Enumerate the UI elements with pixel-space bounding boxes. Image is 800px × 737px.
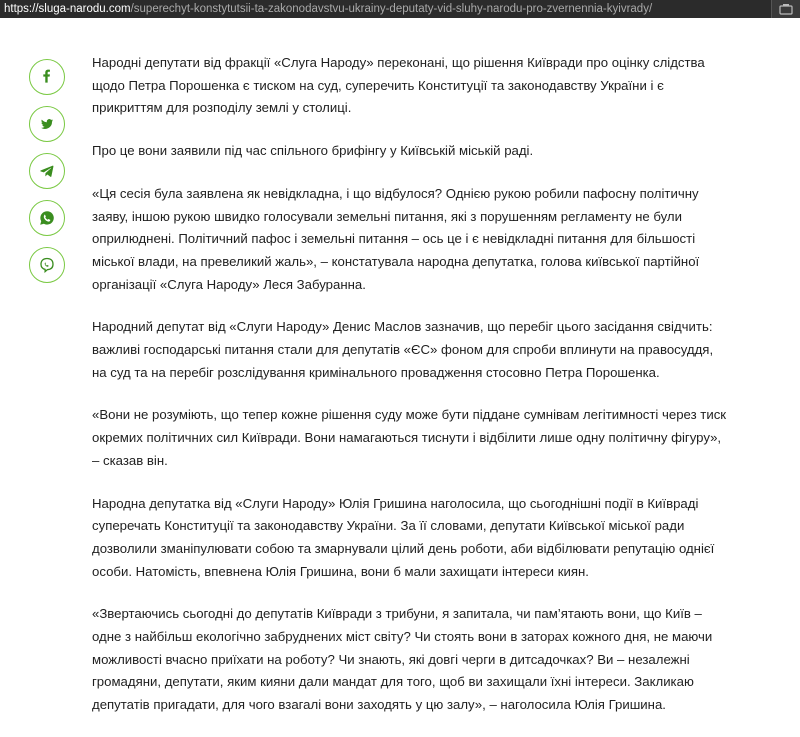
article-paragraph-3: «Ця сесія була заявлена як невідкладна, і що відбулося? Однією рукою робили пафосну політичну заяву, іншою рукою швидко голосували земельні питання, які з порушенням регламенту не були оприлюднені. Політичний пафос і земельні питання – ось це і є невідкладні питання для більшості міської влади, на превеликий жаль», – констатувала народна депутатка, голова київської партійної організації «Слуга Народу» Леся Забуранна.	[92, 185, 700, 292]
article-paragraph-5: «Вони не розуміють, що тепер кожне рішення суду може бути піддане сумнівам легітимності через тиск окремих політичних сил Київради. Вони намагаються тиснути і відбілити лише одну політичну фігуру», – сказав він.	[92, 407, 727, 468]
address-bar[interactable]	[0, 0, 800, 18]
url-path: /superechyt-konstytutsii-ta-zakonodavstvu-ukrainy-deputaty-vid-sluhy-narodu-pro-zvernennia-kyivrady/	[130, 3, 653, 15]
telegram-share-button[interactable]	[29, 153, 65, 189]
article-paragraph-6: Народна депутатка від «Слуги Народу» Юлія Гришина наголосила, що сьогоднішні події в Київраді суперечать Конституції та законодавству України. За її словами, депутати Київської міської ради дозволили зманіпулювати собою та змарнували цілий день роботи, аби відбілювати репутацію однієї особи. Натомість, впевнена Юлія Гришина, вони б мали захищати інтереси киян.	[92, 495, 715, 579]
article-paragraph-4: Народний депутат від «Слуги Народу» Денис Маслов зазначив, що перебіг цього засідання свідчить: важливі господарські питання стали для депутатів «ЄС» фоном для спроби вплинути на правосуддя, на суд та на перебіг розслідування кримінального провадження стосовно Петра Порошенка.	[92, 319, 714, 380]
twitter-share-button[interactable]	[29, 106, 65, 142]
viber-icon	[39, 257, 55, 273]
article-body	[92, 52, 728, 737]
facebook-icon	[39, 69, 55, 85]
article-paragraph-2: Про це вони заявили під час спільного брифінгу у Київській міській раді.	[92, 143, 534, 159]
whatsapp-icon	[39, 210, 55, 226]
whatsapp-share-button[interactable]	[29, 200, 65, 236]
viber-share-button[interactable]	[29, 247, 65, 283]
article-paragraph-7: «Звертаючись сьогодні до депутатів Київради з трибуни, я запитала, чи пам’ятають вони, що Київ – одне з найбільш екологічно забруднених міст світу? Чи стоять вони в заторах кожного дня, не маючи можливості вчасно приїхати на роботу? Чи знають, які довгі черги в дитсадочках? Ви – незалежні громадяни, депутати, яким кияни дали мандат для того, щоб ви захищали їхні інтереси. Закликаю депутатів пригадати, для чого взагалі вони заходять у цю залу», – наголосила Юлія Гришина.	[92, 606, 713, 713]
share-buttons	[29, 59, 67, 294]
telegram-icon	[39, 163, 55, 179]
extension-icon[interactable]	[771, 0, 800, 18]
url-host: https://sluga-narodu.com	[4, 3, 131, 15]
twitter-icon	[39, 116, 55, 132]
facebook-share-button[interactable]	[29, 59, 65, 95]
article-paragraph-1: Народні депутати від фракції «Слуга Народу» переконані, що рішення Київради про оцінку слідства щодо Петра Порошенка є тиском на суд, суперечить Конституції та законодавству України і є прикриттям для розподілу землі у столиці.	[92, 55, 705, 116]
